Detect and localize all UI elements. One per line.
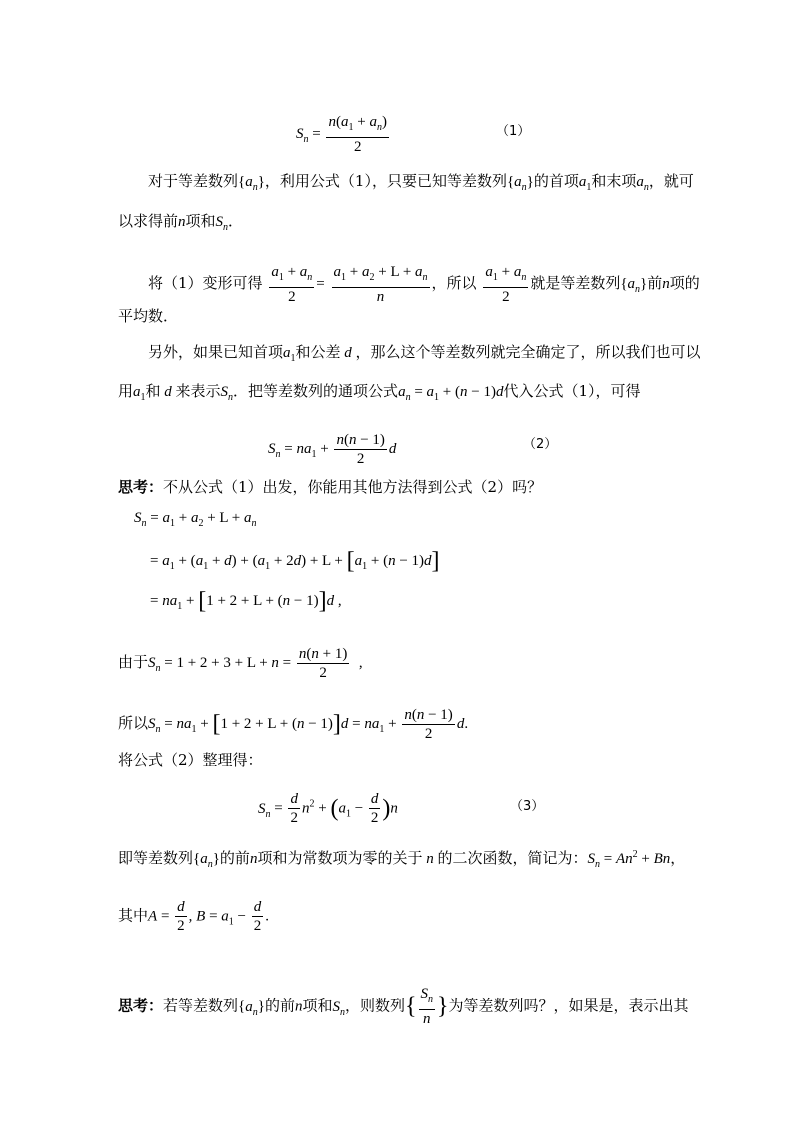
derivation-line-1: $S_n = a_1 + a_2 + L + a_n$ [134, 510, 257, 529]
think-2: 思考：若等差数列$\{a_n\}$的前n项和$S_n$，则数列{ $\frac{S_n}{n}$ }为等差数列吗？，如果是，表示出其 [118, 986, 689, 1027]
formula-1: $S_n$ = $\frac{n(a_1 + a_n)}{2}$ [296, 114, 387, 155]
formula-2-label: （2） [523, 437, 558, 452]
derivation-line-3: = $na_1 + [1 + 2 + L + (n - 1)]d$ , [150, 588, 342, 614]
think-1-label: 思考： [118, 478, 164, 496]
think-1: 思考：不从公式（1）出发，你能用其他方法得到公式（2）吗？ [118, 478, 543, 496]
formula-1-label: （1） [496, 124, 531, 139]
derivation-since: 由于$S_n = 1 + 2 + 3 + L + n$ = $\frac{n(n + 1)}{2}$ , [118, 646, 363, 681]
paragraph-1-line-1: 对于等差数列$\{a_n\}$，利用公式（1），只要已知等差数列$\{a_n\}$的首项$a_1$和末项$a_n$，就可 [148, 172, 694, 193]
formula-2: $S_n = na_1$ + $\frac{n(n - 1)}{2}$ d [268, 432, 397, 467]
paragraph-2-line-2: 平均数． [118, 307, 179, 325]
formula-3: $S_n$ = $\frac{d}{2}$ $n^2 + (a_1$ − $\frac{d}{2}$ )n [258, 791, 398, 826]
think-2-label: 思考： [118, 996, 164, 1015]
formula-3-label: （3） [510, 799, 545, 814]
paragraph-3-line-1: 另外，如果已知首项$a_1$和公差 d ，那么这个等差数列就完全确定了，所以我们也可以 [148, 343, 701, 364]
derivation-line-2: = $a_1 + (a_1 + d) + (a_1 + 2d) + L + [a_1 + (n - 1)d]$ [150, 548, 440, 574]
paragraph-4-line-1: 即等差数列$\{a_n\}$的前n项和为常数项为零的关于 n 的二次函数，简记为：$S_n = An^2 + Bn$， [118, 849, 686, 870]
paragraph-4-line-2: 其中A = $\frac{d}{2}$ , $B = a_1$ − $\frac{d}{2}$ . [118, 899, 270, 934]
paragraph-3-line-2: 用$a_1$和 d 来表示$S_n$．把等差数列的通项公式$a_n = a_1 + (n - 1)d$代入公式（1），可得 [118, 382, 641, 403]
paragraph-2-line-1: 将（1）变形可得 $\frac{a_1 + a_n}{2}$ = $\frac{a_1 + a_2 + L + a_n}{n}$ ，所以 $\frac{a_1 + a_n}{2}$ 就是等差数列$\{a_n\}$前n项的 [148, 264, 700, 305]
derivation-so: 所以$S_n = na_1 + [1 + 2 + L + (n - 1)]d = na_1$ + $\frac{n(n - 1)}{2}$ d. [118, 707, 469, 742]
paragraph-1-line-2: 以求得前n项和$S_n$． [118, 212, 244, 233]
derivation-arrange: 将公式（2）整理得： [118, 751, 263, 769]
